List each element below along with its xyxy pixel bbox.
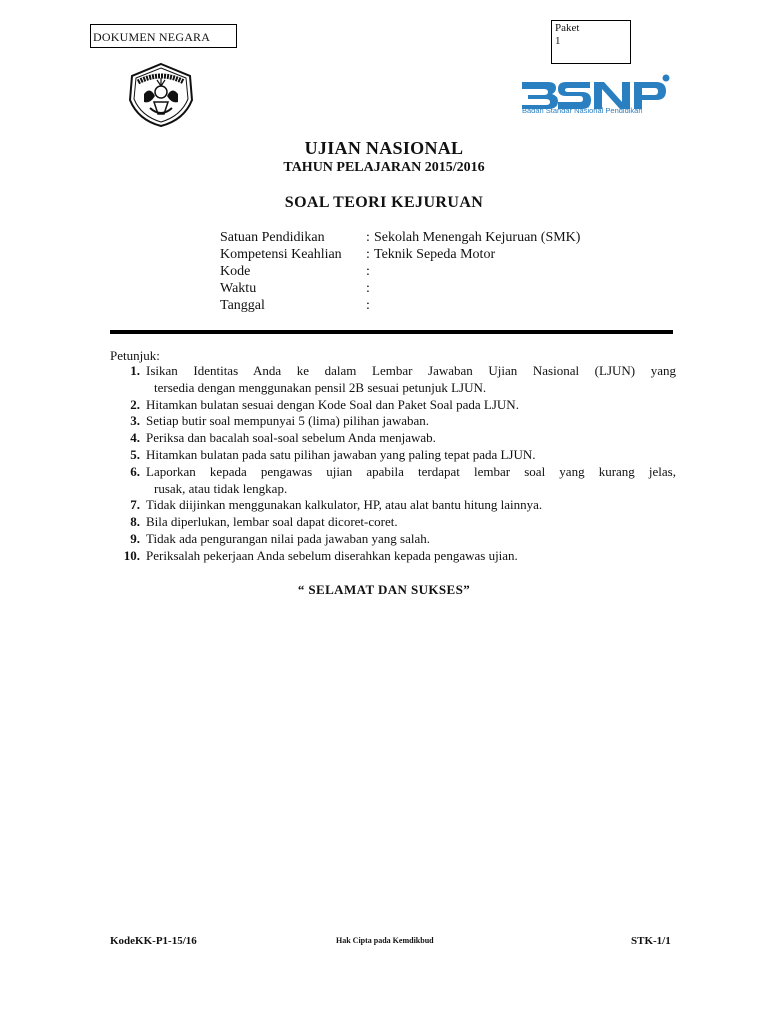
dokumen-negara-box [90,24,237,48]
instruction-text [146,363,676,397]
academic-year: TAHUN PELAJARAN 2015/2016 [283,160,485,175]
instruction-number: 4. [130,430,140,446]
info-row-kode [220,263,580,280]
instruction-item [110,363,676,397]
exam-title: UJIAN NASIONAL [304,138,464,158]
instruction-number: 10. [123,547,140,563]
instruction-item [110,548,676,565]
info-row-kompetensi-keahlian [220,246,580,263]
info-label: Satuan Pendidikan [220,230,325,245]
tut-wuri-handayani-logo [124,62,198,128]
instruction-number: 3. [130,413,140,429]
instruction-text: Setiap butir soal mempunyai 5 (lima) pilihan jawaban. [146,413,430,429]
instruction-line: rusak, atau tidak lengkap. [154,480,288,496]
instruction-number: 8. [130,514,140,530]
instruction-number: 5. [130,446,140,462]
info-row-satuan-pendidikan [220,229,580,246]
info-label: Kode [220,264,251,279]
instruction-text: Hitamkan bulatan pada satu pilihan jawaban yang paling tepat pada LJUN. [146,446,536,462]
instruction-item [110,497,676,514]
instruction-text: Tidak ada pengurangan nilai pada jawaban yang salah. [146,530,430,546]
instruction-item [110,531,676,548]
instruction-text [146,464,676,498]
info-label: Tanggal [220,298,265,313]
paket-label: Paket [555,22,580,34]
instruction-item [110,430,676,447]
instruction-line: Laporkan kepada pengawas ujian apabila terdapat lembar soal yang kurang jelas, [146,463,676,479]
instruction-line: tersedia dengan menggunakan pensil 2B sesuai petunjuk LJUN. [154,379,487,395]
info-row-tanggal [220,297,580,314]
footer-code: KodeKK-P1-15/16 [110,935,197,947]
instruction-text: Hitamkan bulatan sesuai dengan Kode Soal dan Paket Soal pada LJUN. [146,396,519,412]
instruction-item [110,514,676,531]
closing-message: “ SELAMAT DAN SUKSES” [297,582,471,597]
instruction-text: Periksalah pekerjaan Anda sebelum diserahkan kepada pengawas ujian. [146,547,518,563]
info-value: Sekolah Menengah Kejuruan (SMK) [374,230,581,245]
instruction-text: Bila diperlukan, lembar soal dapat dicoret-coret. [146,514,398,530]
info-colon: : [366,264,370,279]
instruction-item [110,397,676,414]
paket-box [551,20,631,64]
horizontal-divider [110,330,673,334]
info-label: Kompetensi Keahlian [220,247,342,262]
instruction-item [110,447,676,464]
instruction-text: Periksa dan bacalah soal-soal sebelum Anda menjawab. [146,430,436,446]
info-colon: : [366,298,370,313]
bsnp-subtitle: Badan Standar Nasional Pendidikan [522,106,643,115]
info-colon: : [366,247,370,262]
dokumen-negara-label: DOKUMEN NEGARA [93,30,211,44]
subject-title: SOAL TEORI KEJURUAN [284,194,484,211]
exam-info-table [220,229,580,314]
info-value: Teknik Sepeda Motor [374,247,496,262]
info-colon: : [366,281,370,296]
petunjuk-heading: Petunjuk: [110,348,160,363]
footer-copyright: Hak Cipta pada Kemdikbud [336,936,434,945]
info-row-waktu [220,280,580,297]
info-label: Waktu [220,281,257,296]
instruction-list [110,363,676,565]
instruction-item [110,464,676,498]
instruction-item [110,413,676,430]
instruction-number: 7. [130,497,140,513]
instruction-line: Isikan Identitas Anda ke dalam Lembar Jawaban Ujian Nasional (LJUN) yang [146,363,676,378]
instruction-number: 2. [130,396,140,412]
info-colon: : [366,230,370,245]
instruction-number: 6. [130,463,140,479]
instruction-text: Tidak diijinkan menggunakan kalkulator, HP, atau alat bantu hitung lainnya. [146,497,543,513]
instruction-number: 9. [130,530,140,546]
paket-value: 1 [555,35,561,47]
instruction-number: 1. [130,363,140,378]
footer-page: STK-1/1 [631,935,671,947]
